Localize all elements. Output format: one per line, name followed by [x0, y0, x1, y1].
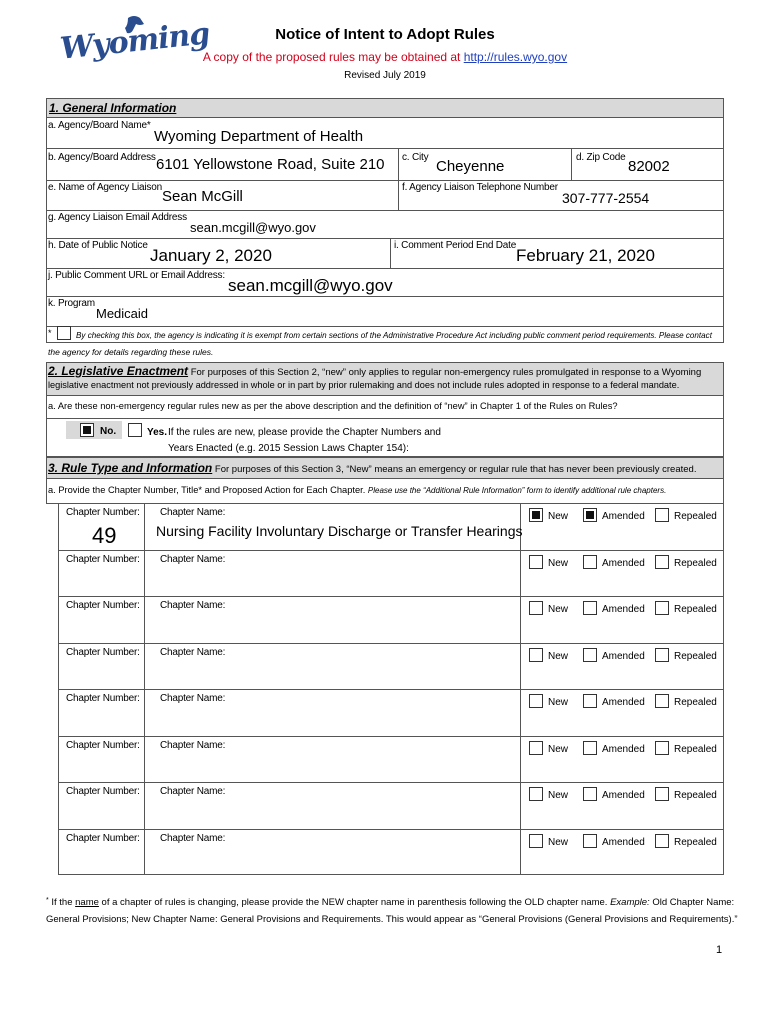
- program-label: k. Program: [48, 298, 95, 309]
- chapter-name-label: Chapter Name:: [160, 693, 226, 704]
- revised-date: Revised July 2019: [344, 70, 426, 81]
- chapter-number-label: Chapter Number:: [66, 786, 140, 797]
- comment-url-field[interactable]: sean.mcgill@wyo.gov: [228, 276, 393, 295]
- rules-link[interactable]: http://rules.wyo.gov: [463, 50, 568, 64]
- new-label: New: [548, 790, 569, 801]
- repealed-checkbox[interactable]: [655, 787, 669, 801]
- section3-heading: [48, 461, 696, 475]
- chapter-number-label: Chapter Number:: [66, 646, 140, 658]
- notice-date-field[interactable]: January 2, 2020: [150, 246, 272, 265]
- subtitle-text: A copy of the proposed rules may be obtained at: [202, 50, 464, 64]
- yes-label: Yes.: [147, 427, 168, 438]
- amended-checkbox[interactable]: [583, 834, 597, 848]
- city-field[interactable]: Cheyenne: [436, 158, 505, 175]
- repealed-checkbox[interactable]: [655, 555, 669, 569]
- chapter-number-label: Chapter Number:: [66, 832, 140, 844]
- no-checkbox[interactable]: [80, 423, 94, 437]
- exempt-text: By checking this box, the agency is indicating it is exempt from certain sections of the Administrative Procedure Act including public comment period requirements. Please contact: [76, 331, 712, 340]
- footnote-text-1a: If the: [48, 897, 76, 908]
- section3-desc: For purposes of this Section 3, “New” means an emergency or regular rule that has never been previously created.: [214, 464, 697, 475]
- new-label: New: [548, 743, 569, 755]
- new-checkbox[interactable]: [529, 601, 543, 615]
- section1-header: [46, 98, 724, 118]
- amended-label: Amended: [602, 790, 645, 801]
- new-label: New: [548, 650, 569, 662]
- amended-label: Amended: [602, 743, 645, 755]
- chapter-name-label: Chapter Name:: [160, 507, 226, 518]
- new-label: New: [548, 604, 569, 615]
- amended-label: Amended: [602, 604, 645, 615]
- phone-label: f. Agency Liaison Telephone Number: [402, 182, 558, 193]
- phone-field[interactable]: 307-777-2554: [562, 190, 650, 206]
- page-number: 1: [716, 944, 723, 956]
- new-label: New: [548, 511, 569, 522]
- repealed-label: Repealed: [674, 697, 717, 708]
- amended-checkbox[interactable]: [583, 555, 597, 569]
- section2-question: a. Are these non-emergency regular rules new as per the above description and the definition of “new” in Chapter 1 of the Rules on Rules?: [48, 401, 618, 411]
- repealed-label: Repealed: [674, 511, 717, 522]
- repealed-label: Repealed: [674, 790, 717, 801]
- yes-desc-1: If the rules are new, please provide the Chapter Numbers and: [168, 427, 441, 438]
- email-field[interactable]: sean.mcgill@wyo.gov: [190, 220, 316, 235]
- repealed-label: Repealed: [674, 836, 717, 848]
- chapter-number-label: Chapter Number:: [66, 693, 140, 704]
- new-checkbox[interactable]: [529, 787, 543, 801]
- amended-label: Amended: [602, 557, 645, 569]
- amended-checkbox[interactable]: [583, 741, 597, 755]
- chapter-number-label: Chapter Number:: [66, 507, 140, 518]
- new-checkbox[interactable]: [529, 555, 543, 569]
- zip-field[interactable]: 82002: [628, 158, 670, 175]
- exempt-star: *: [48, 328, 52, 338]
- repealed-checkbox[interactable]: [655, 834, 669, 848]
- agency-name-label: a. Agency/Board Name*: [48, 120, 151, 131]
- new-label: New: [548, 836, 569, 848]
- new-label: New: [548, 557, 569, 569]
- repealed-checkbox[interactable]: [655, 648, 669, 662]
- amended-label: Amended: [602, 836, 645, 848]
- chapter-name-label: Chapter Name:: [160, 553, 226, 565]
- amended-checkbox[interactable]: [583, 508, 597, 522]
- exempt-checkbox[interactable]: [57, 326, 71, 340]
- program-field[interactable]: Medicaid: [96, 306, 149, 321]
- repealed-checkbox[interactable]: [655, 694, 669, 708]
- page-title: Notice of Intent to Adopt Rules: [275, 26, 495, 43]
- zip-label: d. Zip Code: [576, 152, 626, 163]
- section3-instruction-italic: Please use the “Additional Rule Information” form to identify additional rule chapters.: [367, 486, 667, 495]
- amended-label: Amended: [602, 650, 645, 662]
- section1-title: 1. General Information: [49, 101, 177, 115]
- address-label: b. Agency/Board Address: [48, 152, 156, 163]
- agency-name-field[interactable]: Wyoming Department of Health: [154, 128, 364, 145]
- footnote-line-2: General Provisions; New Chapter Name: General Provisions and Requirements. This would appear as “General Provisions (General Provisions and Requirements).”: [46, 914, 738, 925]
- amended-checkbox[interactable]: [583, 787, 597, 801]
- new-checkbox[interactable]: [529, 648, 543, 662]
- yes-desc-2: Years Enacted (e.g. 2015 Session Laws Chapter 154):: [168, 443, 409, 454]
- repealed-label: Repealed: [674, 743, 717, 755]
- repealed-checkbox[interactable]: [655, 741, 669, 755]
- amended-label: Amended: [602, 697, 645, 708]
- yes-checkbox[interactable]: [128, 423, 142, 437]
- repealed-label: Repealed: [674, 604, 717, 615]
- notice-date-label: h. Date of Public Notice: [48, 240, 148, 251]
- new-checkbox[interactable]: [529, 508, 543, 522]
- liaison-label: e. Name of Agency Liaison: [48, 182, 162, 193]
- new-checkbox[interactable]: [529, 694, 543, 708]
- comment-url-label: j. Public Comment URL or Email Address:: [48, 270, 225, 281]
- chapter-name-label: Chapter Name:: [160, 600, 226, 611]
- amended-checkbox[interactable]: [583, 601, 597, 615]
- new-label: New: [548, 697, 569, 708]
- chapter-name-field[interactable]: Nursing Facility Involuntary Discharge or Transfer Hearings: [156, 523, 523, 539]
- footnote-example: Example:: [610, 897, 650, 908]
- repealed-checkbox[interactable]: [655, 508, 669, 522]
- no-label: No.: [100, 426, 117, 437]
- section3-title: 3. Rule Type and Information: [48, 461, 213, 475]
- comment-end-label: i. Comment Period End Date: [394, 240, 517, 251]
- section3-instruction: [48, 485, 666, 495]
- repealed-label: Repealed: [674, 650, 717, 662]
- section3-instruction-text: a. Provide the Chapter Number, Title* and Proposed Action for Each Chapter.: [48, 485, 366, 495]
- section2-title: 2. Legislative Enactment: [48, 364, 189, 378]
- footnote-text-1c: Old Chapter Name:: [649, 897, 735, 908]
- chapter-number-label: Chapter Number:: [66, 739, 140, 751]
- page-subtitle: [0, 50, 770, 64]
- footnote-name: name: [75, 897, 99, 908]
- liaison-field[interactable]: Sean McGill: [162, 188, 243, 205]
- address-field[interactable]: 6101 Yellowstone Road, Suite 210: [156, 156, 385, 173]
- section2-heading: [48, 364, 701, 378]
- new-checkbox[interactable]: [529, 834, 543, 848]
- chapter-number-field[interactable]: 49: [92, 523, 117, 548]
- new-checkbox[interactable]: [529, 741, 543, 755]
- chapter-name-label: Chapter Name:: [160, 739, 226, 751]
- chapter-name-label: Chapter Name:: [160, 786, 226, 797]
- chapter-number-label: Chapter Number:: [66, 600, 140, 611]
- logo-text: Wyoming: [58, 16, 211, 67]
- city-label: c. City: [402, 152, 429, 163]
- chapter-number-label: Chapter Number:: [66, 553, 140, 565]
- section2-desc-2: legislative enactment not previously addressed in whole or in part by prior rulemaking and does not include rules adopted in response to a federal mandate.: [48, 380, 680, 390]
- exempt-text-2: the agency for details regarding these rules.: [48, 347, 214, 357]
- chapter-name-label: Chapter Name:: [160, 646, 226, 658]
- footnote: [46, 897, 734, 908]
- repealed-label: Repealed: [674, 557, 717, 569]
- section2-desc-1: For purposes of this Section 2, “new” only applies to regular non-emergency rules promulgated in response to a Wyoming: [190, 367, 702, 378]
- comment-end-field[interactable]: February 21, 2020: [516, 246, 655, 265]
- amended-checkbox[interactable]: [583, 694, 597, 708]
- repealed-checkbox[interactable]: [655, 601, 669, 615]
- email-label: g. Agency Liaison Email Address: [48, 212, 187, 223]
- amended-checkbox[interactable]: [583, 648, 597, 662]
- footnote-text-1b: of a chapter of rules is changing, please provide the NEW chapter name in parenthesis following the OLD chapter name.: [98, 897, 611, 908]
- footnote-star: *: [46, 897, 49, 904]
- chapter-name-label: Chapter Name:: [160, 832, 226, 844]
- amended-label: Amended: [602, 511, 645, 522]
